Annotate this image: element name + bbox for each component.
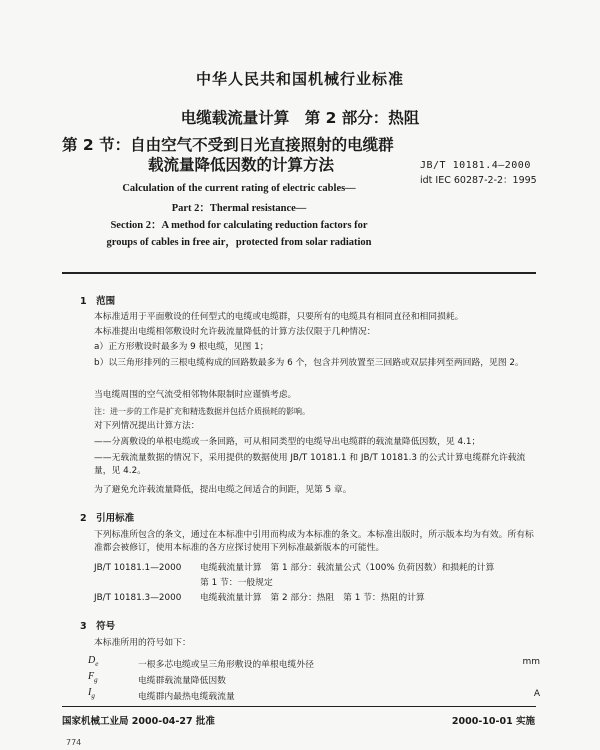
reference-code: JB/T 10181.3—2000 [94, 593, 182, 603]
paragraph: 本标准所用的符号如下： [94, 638, 191, 648]
english-title-line: Section 2：A method for calculating reduction factors for [110, 220, 368, 231]
paragraph: 为了避免允许载流量降低，提出电缆之间适合的间距，见第 5 章。 [94, 485, 352, 495]
reference-title: 第 1 节：一般规定 [200, 578, 273, 588]
reference-title: 电缆载流量计算 第 2 部分：热阻 第 1 节：热阻的计算 [200, 593, 425, 603]
title-line-3: 载流量降低因数的计算方法 [148, 156, 335, 174]
section-1-heading: 1 范围 [80, 296, 116, 307]
english-title-line: Part 2：Thermal resistance— [171, 203, 307, 214]
page-number: 774 [66, 738, 82, 747]
reference-code: JB/T 10181.1—2000 [94, 563, 182, 573]
symbol-description: 电缆群载流量降低因数 [138, 676, 226, 686]
english-title-line: groups of cables in free air，protected from solar radiation [106, 237, 372, 248]
paragraph: 对下列情况提出计算方法： [94, 421, 200, 431]
org-title: 中华人民共和国机械行业标准 [195, 70, 404, 88]
title-line-2: 第 2 节：自由空气不受到日光直接照射的电缆群 [62, 136, 394, 154]
symbol: $D_e$ [88, 655, 99, 668]
standard-number: JB/T 10181.4—2000 [420, 160, 531, 171]
paragraph: 本标准适用于平面敷设的任何型式的电缆或电缆群，只要所有的电缆具有相同直径和相同损耗。 [94, 312, 464, 322]
symbol-unit: A [533, 689, 540, 699]
implementation-date: 2000-10-01 实施 [451, 716, 535, 727]
list-item: ——分离敷设的单根电缆或一条回路，可从相同类型的电缆导出电缆群的载流量降低因数，见 4.1； [94, 437, 481, 447]
paragraph: 当电缆周围的空气流受相邻物体限制时应谨慎考虑。 [94, 390, 297, 400]
paragraph: 下列标准所包含的条文，通过在本标准中引用而构成为本标准的条文。本标准出版时，所示版本均为有效。所有标准都会被修订，使用本标准的各方应探讨使用下列标准最新版本的可能性。 [94, 530, 534, 553]
symbol-unit: mm [522, 657, 540, 667]
symbol-description: 电缆群内最热电缆载流量 [138, 692, 235, 702]
reference-title: 电缆载流量计算 第 1 部分：载流量公式（100% 负荷因数）和损耗的计算 [200, 563, 495, 573]
idt-reference: idt IEC 60287-2-2：1995 [420, 175, 537, 186]
paragraph: 本标准提出电缆相邻敷设时允许载流量降低的计算方法仅限于几种情况： [94, 327, 376, 337]
english-title-line: Calculation of the current rating of electric cables— [122, 183, 356, 194]
list-item: a）正方形敷设时最多为 9 根电缆，见图 1； [94, 342, 269, 352]
approval-date: 国家机械工业局 2000-04-27 批准 [62, 716, 215, 727]
list-item: ——无载流量数据的情况下，采用提供的数据使用 JB/T 10181.1 和 JB/T 10181.3 的公式计算电缆群允许载流量，见 4.2。 [94, 453, 526, 476]
section-2-heading: 2 引用标准 [80, 513, 135, 524]
list-item: b）以三角形排列的三根电缆构成的回路数最多为 6 个，包含并列放置至三回路或双层排列至两回路，见图 2。 [94, 358, 524, 368]
title-line-1: 电缆载流量计算 第 2 部分：热阻 [180, 109, 420, 127]
header-rule [62, 272, 536, 274]
note: 注：进一步的工作是扩充和精选数据并包括介质损耗的影响。 [94, 407, 310, 416]
section-3-heading: 3 符号 [80, 621, 116, 632]
symbol: $F_g$ [88, 671, 98, 684]
symbol: $I_g$ [88, 687, 95, 700]
footer-rule [62, 706, 536, 707]
symbol-description: 一根多芯电缆或呈三角形敷设的单根电缆外径 [138, 660, 314, 670]
